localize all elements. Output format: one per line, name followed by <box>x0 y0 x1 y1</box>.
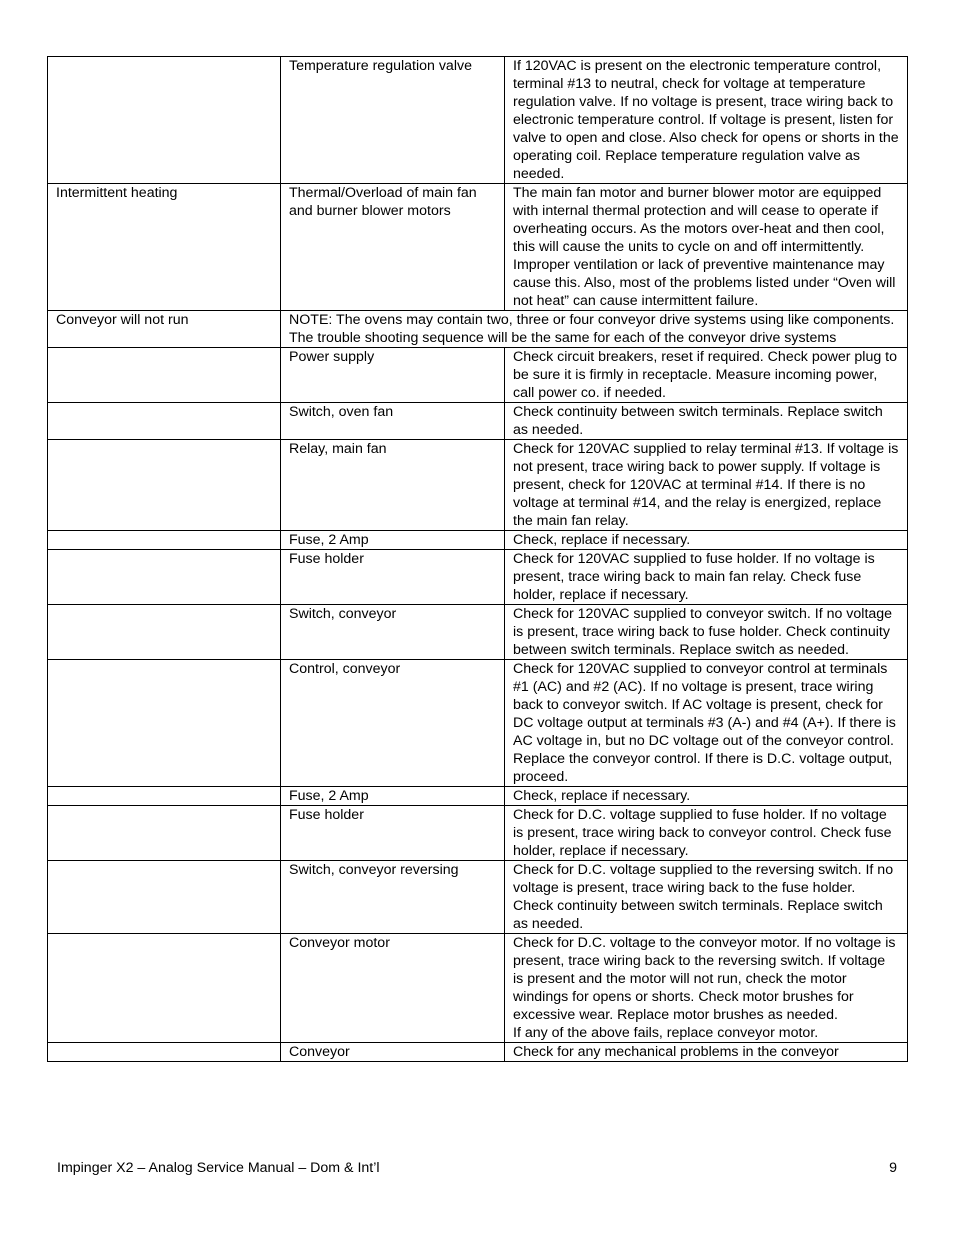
action-cell: Check for any mechanical problems in the conveyor <box>505 1043 908 1062</box>
cause-cell: Fuse, 2 Amp <box>281 531 505 550</box>
problem-cell <box>48 605 281 660</box>
cause-cell: Switch, oven fan <box>281 403 505 440</box>
page-number: 9 <box>889 1160 897 1176</box>
action-cell: Check for D.C. voltage supplied to fuse holder. If no voltage is present, trace wiring back to conveyor control. Check fuse holder, replace if necessary. <box>505 806 908 861</box>
cause-cell: Control, conveyor <box>281 660 505 787</box>
problem-cell <box>48 787 281 806</box>
table-row <box>48 605 908 660</box>
action-text: Check for D.C. voltage to the conveyor motor. If no voltage is present, trace wiring back to the reversing switch. If voltage is present and the motor will not run, check the motor windings for opens or shorts. Check motor brushes for excessive wear. Replace motor brushes as needed. <box>513 935 896 1023</box>
action-cell: If 120VAC is present on the electronic temperature control, terminal #13 to neutral, check for voltage at temperature regulation valve. If no voltage is present, trace wiring back to electronic temperature control. If voltage is present, listen for valve to open and close. Also check for opens or shorts in the operating coil. Replace temperature regulation valve as needed. <box>505 57 908 184</box>
table-row <box>48 403 908 440</box>
problem-cell: Intermittent heating <box>48 184 281 311</box>
cause-cell: Conveyor motor <box>281 934 505 1043</box>
problem-cell <box>48 348 281 403</box>
cause-cell: Temperature regulation valve <box>281 57 505 184</box>
cause-cell: Fuse holder <box>281 550 505 605</box>
action-cell: Check continuity between switch terminals. Replace switch as needed. <box>505 403 908 440</box>
table-row <box>48 934 908 1043</box>
problem-cell <box>48 934 281 1043</box>
problem-cell <box>48 861 281 934</box>
problem-cell <box>48 550 281 605</box>
problem-cell <box>48 806 281 861</box>
action-cell: Check for 120VAC supplied to fuse holder. If no voltage is present, trace wiring back to main fan relay. Check fuse holder, replace if necessary. <box>505 550 908 605</box>
cause-cell: Power supply <box>281 348 505 403</box>
table-row <box>48 184 908 311</box>
action-extra-text: If any of the above fails, replace conveyor motor. <box>513 1025 819 1041</box>
table-row <box>48 1043 908 1062</box>
action-cell: Check circuit breakers, reset if required. Check power plug to be sure it is firmly in receptacle. Measure incoming power, call power co. if needed. <box>505 348 908 403</box>
action-cell: Check for 120VAC supplied to conveyor switch. If no voltage is present, trace wiring back to fuse holder. Check continuity between switch terminals. Replace switch as needed. <box>505 605 908 660</box>
cause-cell: Conveyor <box>281 1043 505 1062</box>
cause-cell: Fuse holder <box>281 806 505 861</box>
table-row <box>48 440 908 531</box>
cause-cell: Relay, main fan <box>281 440 505 531</box>
table-row <box>48 531 908 550</box>
table-row <box>48 660 908 787</box>
problem-cell <box>48 57 281 184</box>
cause-cell: Switch, conveyor <box>281 605 505 660</box>
action-cell: Check for D.C. voltage supplied to the reversing switch. If no voltage is present, trace wiring back to the fuse holder. Check continuity between switch terminals. Replace switch as needed. <box>505 861 908 934</box>
problem-cell <box>48 660 281 787</box>
problem-cell <box>48 403 281 440</box>
problem-cell <box>48 1043 281 1062</box>
cause-cell: Switch, conveyor reversing <box>281 861 505 934</box>
troubleshooting-table <box>47 56 908 1062</box>
table-row <box>48 348 908 403</box>
footer-title: Impinger X2 – Analog Service Manual – Dom & Int’l <box>57 1160 380 1176</box>
table-row <box>48 311 908 348</box>
table-row <box>48 806 908 861</box>
action-cell <box>505 934 908 1043</box>
table-row <box>48 57 908 184</box>
table-row <box>48 787 908 806</box>
action-cell: Check for 120VAC supplied to relay terminal #13. If voltage is not present, trace wiring back to power supply. If voltage is present, check for 120VAC at terminal #14. If there is no voltage at terminal #14, and the relay is energized, replace the main fan relay. <box>505 440 908 531</box>
problem-cell <box>48 440 281 531</box>
cause-cell: Fuse, 2 Amp <box>281 787 505 806</box>
action-cell: Check, replace if necessary. <box>505 787 908 806</box>
action-cell: Check for 120VAC supplied to conveyor control at terminals #1 (AC) and #2 (AC). If no voltage is present, trace wiring back to conveyor switch. If AC voltage is present, check for DC voltage output at terminals #3 (A-) and #4 (A+). If there is AC voltage in, but no DC voltage out of the conveyor control. Replace the conveyor control. If there is D.C. voltage output, proceed. <box>505 660 908 787</box>
note-cell: NOTE: The ovens may contain two, three or four conveyor drive systems using like components. The trouble shooting sequence will be the same for each of the conveyor drive systems <box>281 311 908 348</box>
action-cell: The main fan motor and burner blower motor are equipped with internal thermal protection and will cease to operate if overheating occurs. As the motors over-heat and then cool, this will cause the units to cycle on and off intermittently. Improper ventilation or lack of preventive maintenance may cause this. Also, most of the problems listed under “Oven will not heat” can cause intermittent failure. <box>505 184 908 311</box>
cause-cell: Thermal/Overload of main fan and burner blower motors <box>281 184 505 311</box>
problem-cell <box>48 531 281 550</box>
table-row <box>48 861 908 934</box>
table-row <box>48 550 908 605</box>
action-cell: Check, replace if necessary. <box>505 531 908 550</box>
problem-cell: Conveyor will not run <box>48 311 281 348</box>
